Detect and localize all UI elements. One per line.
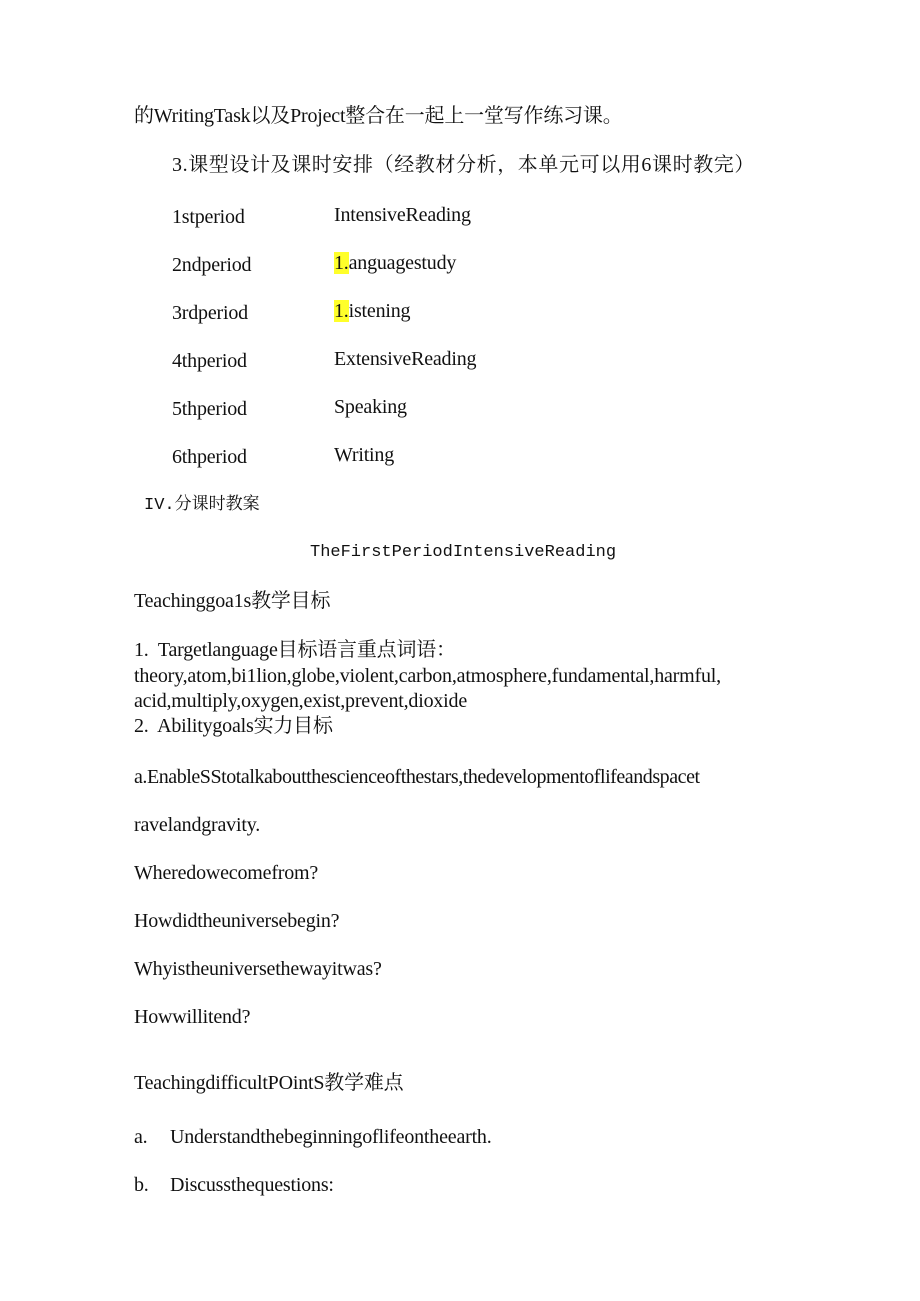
highlight-prefix: 1. [334, 300, 349, 322]
period-name [334, 443, 394, 467]
period-name [334, 299, 410, 323]
teaching-goals-heading: Teachinggoa1s教学目标 [134, 590, 331, 612]
question-item: Wheredowecomefrom? [134, 862, 319, 884]
period-name-text: anguagestudy [348, 252, 457, 274]
question-item: Howwillitend? [134, 1006, 251, 1028]
vocab-line: acid,multiply,oxygen,exist,prevent,dioxide [134, 690, 468, 712]
difficult-point-marker: a. [134, 1126, 148, 1148]
period-name-text: istening [348, 300, 411, 322]
question-item: Whyistheuniversethewayitwas? [134, 958, 382, 980]
period-label: 1stperiod [172, 206, 245, 228]
difficult-point-marker: b. [134, 1174, 149, 1196]
section-4-heading: IV.分课时教案 [144, 496, 260, 515]
period-label: 3rdperiod [172, 302, 248, 324]
lesson-title: TheFirstPeriodIntensiveReading [310, 543, 617, 562]
period-label: 2ndperiod [172, 254, 252, 276]
goal-a-line: ravelandgravity. [134, 814, 260, 836]
period-label: 6thperiod [172, 446, 247, 468]
target-language-heading: 1. Targetlanguage目标语言重点词语： [134, 639, 456, 661]
difficult-point-text: Discussthequestions: [170, 1174, 334, 1196]
period-label: 4thperiod [172, 350, 247, 372]
difficult-points-heading: TeachingdifficultPOintS教学难点 [134, 1072, 404, 1094]
period-name [334, 347, 476, 371]
vocab-line: theory,atom,bi1lion,globe,violent,carbon,atmosphere,fundamental,harmful, [134, 665, 721, 687]
period-name [334, 395, 407, 419]
period-name-text: ExtensiveReading [334, 348, 477, 370]
ability-goals-heading: 2. Abilitygoals实力目标 [134, 715, 333, 737]
period-name [334, 203, 471, 227]
goal-a-line: a.EnableSStotalkaboutthescienceofthestars,thedevelopmentoflifeandspacet [134, 766, 700, 788]
section-3-heading: 3.课型设计及课时安排（经教材分析，本单元可以用6课时教完） [172, 154, 755, 176]
difficult-point-text: Understandthebeginningoflifeontheearth. [170, 1126, 492, 1148]
question-item: Howdidtheuniversebegin? [134, 910, 340, 932]
intro-line: 的WritingTask以及Project整合在一起上一堂写作练习课。 [134, 105, 623, 127]
period-label: 5thperiod [172, 398, 247, 420]
period-name-text: Writing [334, 444, 395, 466]
period-name [334, 251, 456, 275]
period-name-text: IntensiveReading [334, 204, 471, 226]
highlight-prefix: 1. [334, 252, 349, 274]
period-name-text: Speaking [334, 396, 407, 418]
